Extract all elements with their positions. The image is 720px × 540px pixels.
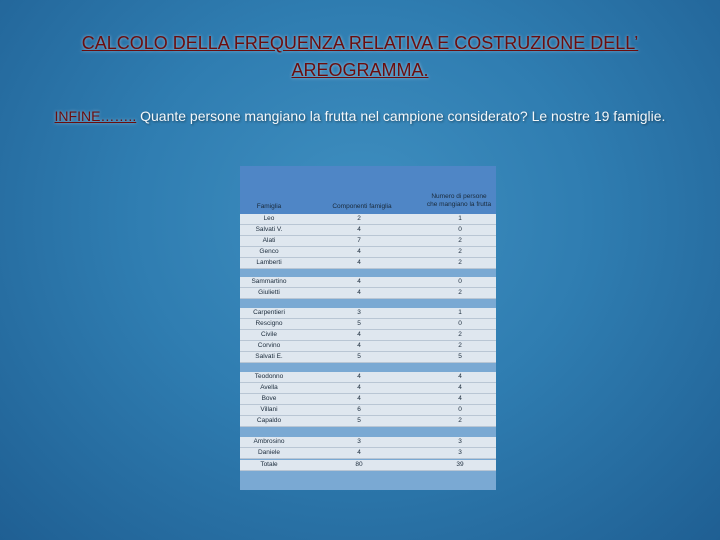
cell-mangiano-frutta: 3: [458, 449, 462, 456]
cell-famiglia: Salvati E.: [255, 353, 283, 360]
cell-famiglia: Rescigno: [255, 320, 283, 327]
cell-componenti: 4: [357, 259, 361, 266]
cell-famiglia: Civile: [261, 331, 277, 338]
subtitle-text: Quante persone mangiano la frutta nel campione considerato? Le nostre 19 famiglie.: [136, 108, 666, 124]
cell-componenti: 3: [357, 309, 361, 316]
table-row: [240, 405, 496, 416]
cell-componenti: 6: [357, 406, 361, 413]
cell-famiglia: Villani: [260, 406, 278, 413]
header-famiglia: Famiglia: [256, 203, 282, 210]
table-row: [240, 258, 496, 269]
cell-mangiano-frutta: 2: [458, 237, 462, 244]
cell-mangiano-frutta: 2: [458, 342, 462, 349]
cell-famiglia: Giulietti: [258, 289, 280, 296]
cell-mangiano-frutta: 2: [458, 259, 462, 266]
cell-mangiano-frutta: 4: [458, 395, 462, 402]
table-row: [240, 383, 496, 394]
table-row: [240, 341, 496, 352]
slide-subtitle: [40, 106, 680, 126]
table-row: [240, 236, 496, 247]
cell-famiglia: Teodonno: [254, 373, 284, 380]
cell-famiglia: Bove: [261, 395, 277, 402]
cell-componenti: 4: [357, 289, 361, 296]
cell-famiglia: Sammartino: [251, 278, 287, 285]
cell-componenti: 4: [357, 342, 361, 349]
cell-mangiano-frutta: 2: [458, 248, 462, 255]
table-header: [240, 166, 496, 214]
cell-mangiano-frutta: 2: [458, 417, 462, 424]
table-row: [240, 448, 496, 459]
cell-componenti: 7: [357, 237, 361, 244]
cell-mangiano-frutta: 4: [458, 384, 462, 391]
cell-mangiano-frutta: 3: [458, 438, 462, 445]
table-row: [240, 277, 496, 288]
cell-mangiano-frutta: 39: [456, 461, 464, 468]
table-row: [240, 319, 496, 330]
table-row: [240, 416, 496, 427]
table-row: [240, 352, 496, 363]
cell-mangiano-frutta: 5: [458, 353, 462, 360]
table-row: [240, 247, 496, 258]
table-row: [240, 394, 496, 405]
cell-componenti: 2: [357, 215, 361, 222]
cell-famiglia: Leo: [263, 215, 275, 222]
table-row: [240, 460, 496, 471]
cell-componenti: 4: [357, 248, 361, 255]
cell-famiglia: Lamberti: [256, 259, 282, 266]
cell-famiglia: Capaldo: [256, 417, 282, 424]
cell-componenti: 4: [357, 278, 361, 285]
subtitle-lead: INFINE……..: [54, 108, 137, 124]
table-row: [240, 372, 496, 383]
cell-mangiano-frutta: 0: [458, 406, 462, 413]
cell-famiglia: Corvino: [257, 342, 281, 349]
table-row: [240, 225, 496, 236]
cell-mangiano-frutta: 1: [458, 215, 462, 222]
cell-componenti: 5: [357, 353, 361, 360]
cell-mangiano-frutta: 0: [458, 320, 462, 327]
cell-mangiano-frutta: 2: [458, 289, 462, 296]
cell-famiglia: Daniele: [257, 449, 281, 456]
cell-famiglia: Avella: [260, 384, 278, 391]
cell-componenti: 4: [357, 395, 361, 402]
cell-famiglia: Salvati V.: [255, 226, 283, 233]
table-row: [240, 214, 496, 225]
cell-mangiano-frutta: 1: [458, 309, 462, 316]
table-row: [240, 330, 496, 341]
header-numero-persone: Numero di persone che mangiano la frutta: [426, 193, 492, 208]
cell-componenti: 5: [357, 417, 361, 424]
cell-componenti: 5: [357, 320, 361, 327]
cell-mangiano-frutta: 2: [458, 331, 462, 338]
cell-famiglia: Totale: [260, 461, 278, 468]
cell-componenti: 3: [357, 438, 361, 445]
cell-mangiano-frutta: 4: [458, 373, 462, 380]
cell-componenti: 4: [357, 331, 361, 338]
cell-famiglia: Genco: [259, 248, 279, 255]
data-table: [240, 166, 496, 490]
cell-mangiano-frutta: 0: [458, 278, 462, 285]
cell-famiglia: Carpentieri: [253, 309, 285, 316]
cell-componenti: 4: [357, 384, 361, 391]
cell-famiglia: Ambrosino: [253, 438, 285, 445]
cell-componenti: 4: [357, 226, 361, 233]
table-row: [240, 288, 496, 299]
header-componenti: Componenti famiglia: [332, 203, 392, 210]
cell-componenti: 4: [357, 449, 361, 456]
table-row: [240, 308, 496, 319]
table-row: [240, 437, 496, 448]
cell-componenti: 80: [355, 461, 363, 468]
cell-mangiano-frutta: 0: [458, 226, 462, 233]
cell-componenti: 4: [357, 373, 361, 380]
cell-famiglia: Alati: [262, 237, 276, 244]
slide-title: CALCOLO DELLA FREQUENZA RELATIVA E COSTRUZIONE DELL’ AREOGRAMMA.: [81, 33, 639, 80]
